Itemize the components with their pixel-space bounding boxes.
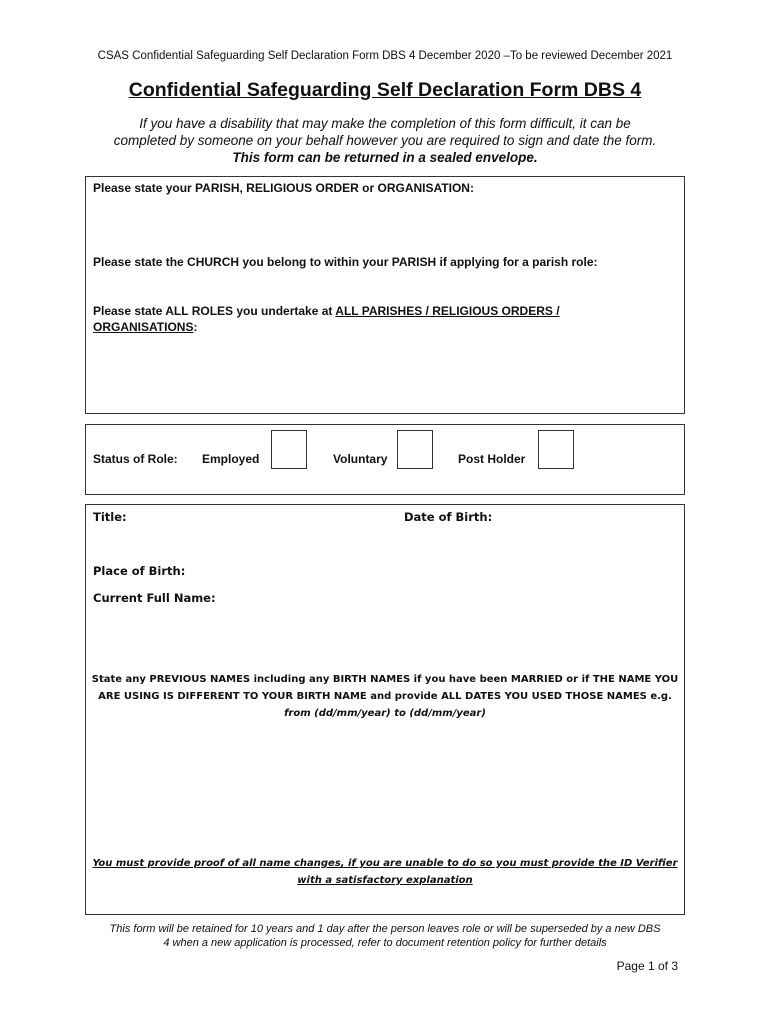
roles-label-prefix: Please state ALL ROLES you undertake at [93,304,336,318]
voluntary-label: Voluntary [333,452,388,466]
previous-names-instruction [90,671,680,722]
voluntary-checkbox[interactable] [397,430,433,469]
status-label: Status of Role: [93,452,178,466]
current-name-input[interactable] [93,609,677,664]
previous-names-input[interactable] [93,723,677,851]
place-of-birth-input[interactable] [186,562,676,580]
employed-label: Employed [202,452,260,466]
roles-input-area[interactable] [93,339,677,407]
retention-note [85,922,685,950]
roles-label-underline-1: ALL PARISHES / RELIGIOUS ORDERS / [335,304,560,318]
dob-input[interactable] [496,508,676,526]
parish-input-area[interactable] [93,201,677,251]
previous-names-example: from (dd/mm/year) to (dd/mm/year) [284,708,486,719]
roles-label-underline-2: ORGANISATIONS [93,320,194,334]
organisation-section [85,176,685,414]
retention-line-2: 4 when a new application is processed, refer to document retention policy for further details [163,937,607,949]
place-of-birth-label: Place of Birth: [93,564,186,578]
roles-label [93,303,653,335]
parish-label: Please state your PARISH, RELIGIOUS ORDER or ORGANISATION: [93,181,474,195]
post-holder-label: Post Holder [458,452,526,466]
church-label: Please state the CHURCH you belong to within your PARISH if applying for a parish role: [93,255,598,269]
roles-label-suffix: : [193,320,198,334]
title-label: Title: [93,510,127,524]
intro-line-1: If you have a disability that may make the completion of this form difficult, it can be [139,116,631,131]
intro-bold-line: This form can be returned in a sealed envelope. [232,150,538,165]
previous-names-text: State any PREVIOUS NAMES including any BIRTH NAMES if you have been MARRIED or if THE NAME YOU ARE USING IS DIFFERENT TO YOUR BIRTH NAME and provide ALL DATES YOU USED THOSE NAMES e.g. [91,674,679,702]
post-holder-checkbox[interactable] [538,430,574,469]
page-number: Page 1 of 3 [616,959,678,973]
proof-instruction: You must provide proof of all name changes, if you are unable to do so you must provide the ID Verifier with a satisfactory explanation [92,858,678,886]
employed-checkbox[interactable] [271,430,307,469]
running-header: CSAS Confidential Safeguarding Self Declaration Form DBS 4 December 2020 –To be reviewed December 2021 [97,50,673,62]
current-name-label: Current Full Name: [93,591,216,605]
dob-label: Date of Birth: [404,510,493,524]
church-input-area[interactable] [93,273,677,301]
retention-line-1: This form will be retained for 10 years and 1 day after the person leaves role or will be superseded by a new DBS [109,923,661,935]
status-section [85,424,685,495]
form-title: Confidential Safeguarding Self Declaration Form DBS 4 [128,79,642,101]
intro-text [60,115,710,166]
title-input[interactable] [134,508,384,526]
intro-line-2: completed by someone on your behalf however you are required to sign and date the form. [113,133,657,148]
